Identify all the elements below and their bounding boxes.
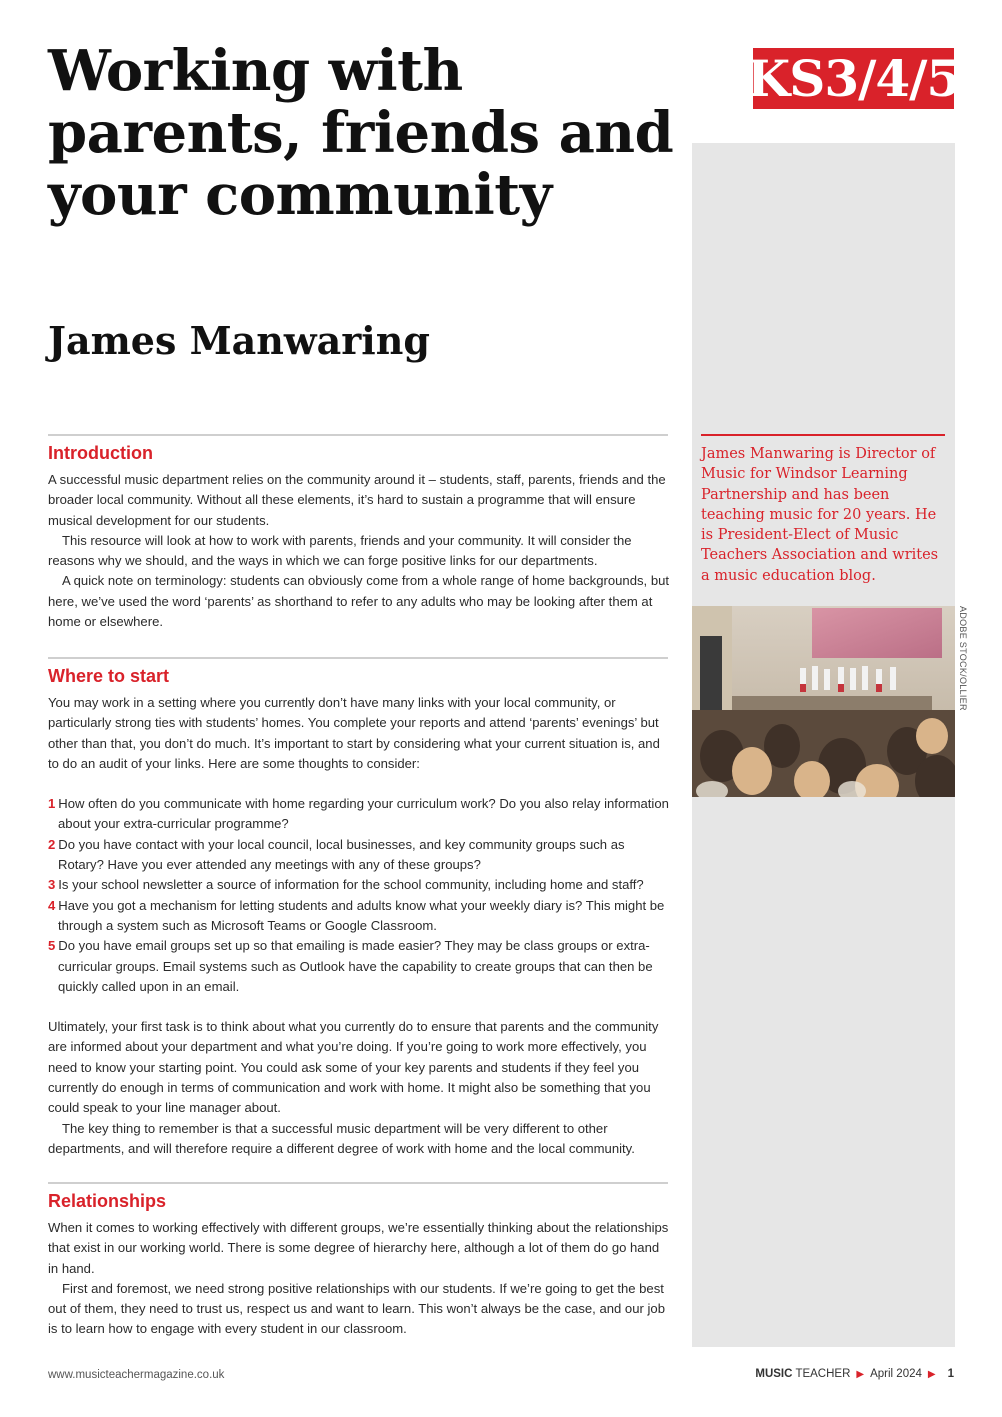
section-divider [48,434,668,436]
list-text: Do you have email groups set up so that emailing is made easier? They may be class groups or extra-curricular groups. Email systems such as Outlook have the capability to create groups that can then be quickly called upon in an email. [58,938,653,994]
list-item [48,936,670,997]
list-item [48,835,670,876]
paragraph: First and foremost, we need strong positive relationships with our students. If we’re going to get the best out of them, they need to trust us, respect us and want to learn. This won’t always be the case, and our job is to learn how to engage with every student in our classroom. [48,1280,665,1337]
footer-website-link[interactable]: www.musicteachermagazine.co.uk [48,1369,225,1381]
magazine-brand-rest: TEACHER [795,1368,851,1380]
section-heading-introduction: Introduction [48,443,153,463]
concert-photo [692,606,955,797]
list-item [48,875,670,895]
bio-divider [701,434,945,436]
list-number: 2 [48,836,56,852]
triangle-right-icon: ▶ [927,1368,936,1380]
list-number: 1 [48,796,56,812]
paragraph: This resource will look at how to work with parents, friends and your community. It will consider the reasons why we should, and the ways in which we can forge positive links for our departments. [48,532,632,569]
title-line: your community [48,162,552,228]
where-to-start-body [48,693,670,1159]
article-title [48,40,688,226]
triangle-right-icon: ▶ [856,1368,865,1380]
paragraph: A successful music department relies on the community around it – students, staff, parents, friends and the broader local community. Without all these elements, it’s hard to sustain a programme that will ensure musical development for our students. [48,472,666,528]
paragraph: The key thing to remember is that a successful music department will be very different to other departments, and will therefore require a different degree of work with home and the local community. [48,1120,635,1156]
list-number: 4 [48,897,56,913]
title-line: parents, friends and [48,100,674,166]
photo-credit: ADOBE STOCK/OLLIER [958,606,968,711]
list-item [48,794,670,835]
issue-date: April 2024 [870,1368,922,1380]
paragraph: Ultimately, your first task is to think about what you currently do to ensure that parents and the community are informed about your department and what you’re doing. If you’re going to work more effectively, you need to know your starting point. You could ask some of your key parents and students if they feel you currently do enough in terms of communication and work with home. It might also be something that you could speak to your line manager about. [48,1019,659,1116]
paragraph: You may work in a setting where you currently don’t have many links with your local community, or particularly strong ties with students’ homes. You complete your reports and attend ‘parents’ evenings’ but other than that, you don’t do much. It’s important to start by considering what your current situation is, and to do an audit of your links. Here are some thoughts to consider: [48,695,660,771]
magazine-brand-bold: MUSIC [755,1368,793,1380]
section-heading-relationships: Relationships [48,1191,167,1211]
title-line: Working with [48,38,463,104]
list-number: 3 [48,877,56,893]
introduction-body [48,470,670,632]
paragraph: A quick note on terminology: students can obviously come from a whole range of home backgrounds, but here, we’ve used the word ‘parents’ as shorthand to refer to any adults who may be looking after them at home or elsewhere. [48,573,670,630]
author-bio: James Manwaring is Director of Music for Windsor Learning Partnership and has been teaching music for 20 years. He is President-Elect of Music Teachers Association and writes a music education blog. [701,446,939,584]
paragraph: When it comes to working effectively with different groups, we’re essentially thinking about the relationships that exist in our working world. There is some degree of hierarchy here, although a lot of them do go hand in hand. [48,1220,669,1276]
list-text: How often do you communicate with home regarding your curriculum work? Do you also relay information about your extra-curricular programme? [58,796,669,832]
relationships-body [48,1218,670,1340]
page-number: 1 [947,1368,954,1380]
list-number: 5 [48,938,56,954]
list-item [48,896,670,937]
section-divider [48,1182,668,1184]
footer-publication-info [755,1368,954,1380]
list-text: Is your school newsletter a source of information for the school community, including home and staff? [58,877,644,893]
section-heading-where-to-start: Where to start [48,666,170,686]
section-divider [48,657,668,659]
list-text: Do you have contact with your local council, local businesses, and key community groups such as Rotary? Have you ever attended any meetings with any of these groups? [58,836,625,873]
author-name: James Manwaring [48,318,430,363]
key-stage-badge: KS3/4/5 [746,49,961,108]
list-text: Have you got a mechanism for letting students and adults know what your weekly diary is? This might be through a system such as Microsoft Teams or Google Classroom. [58,897,665,933]
